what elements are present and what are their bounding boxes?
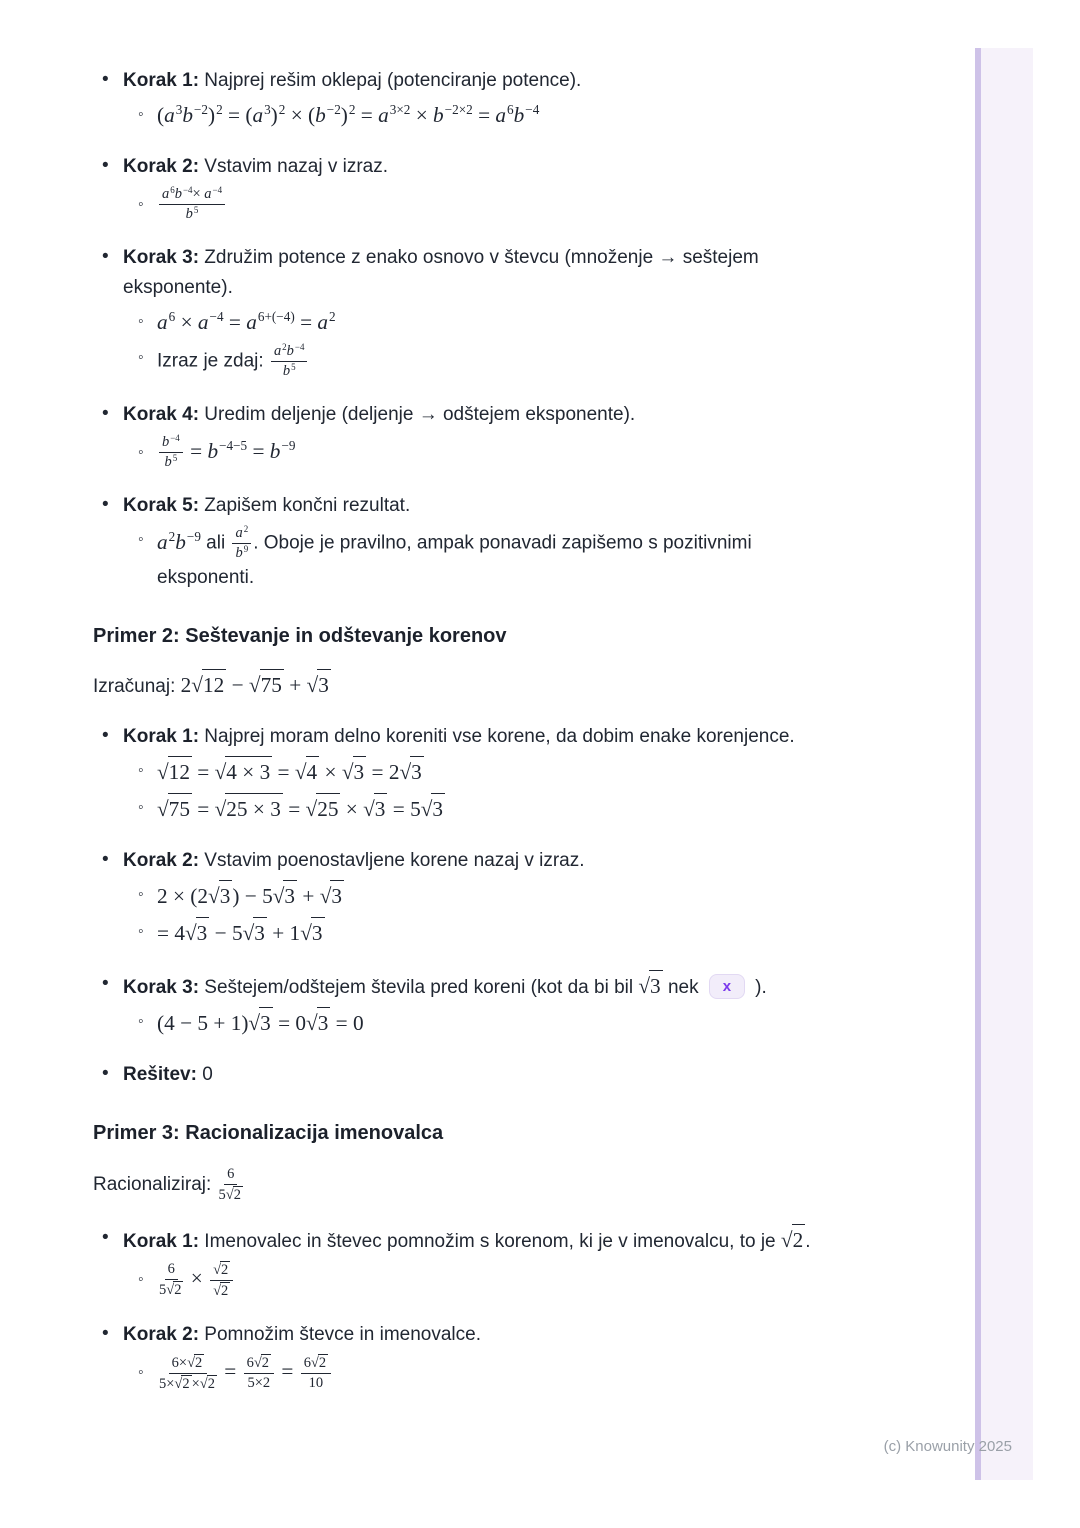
step-label: Korak 4:: [123, 404, 200, 426]
math-expression: $\frac{6\times√2}{5\times√2 \times√2}$ = $\frac{6√2}{5\times 2}$ = $\frac{6√2}{10}$: [157, 1359, 333, 1383]
x-variable-chip: x: [709, 974, 745, 999]
bullet-item: • Korak 3: Združim potence z enako osnovo v števcu (množenje → seštejem eksponente).: [93, 243, 823, 303]
math-expression: √75 = √25 × 3 = √25 × √3 = 5√3: [157, 797, 445, 821]
sub-bullet-item: ◦ Izraz je zdaj: $\frac{a^2b^{-4}}{b^5}$: [93, 343, 817, 380]
math-expression: $(a^3b^{-2})^2 = (a^3)^2 \times (b^{-2})^2 = a^{3\times 2} \times b^{-2\times 2} = a^6b^{-4}$: [157, 102, 540, 127]
circle-bullet-icon: ◦: [138, 349, 144, 367]
bullet-icon: •: [102, 1226, 109, 1248]
bullet-item: • Korak 3: Seštejem/odštejem števila pred koreni (kot da bi bil √3 nek x ).: [93, 970, 823, 1003]
sub-bullet-item: [93, 307, 817, 339]
sub-bullet-item: ◦ $a^2b^{-9}$ ali $\frac{a^2}{b^9}$ . Oboje je pravilno, ampak ponavadi zapišemo s pozitivnimi eksponenti.: [138, 524, 752, 588]
step-label: Korak 5:: [123, 495, 200, 517]
math-expression: (4 − 5 + 1)√3 = 0√3 = 0: [157, 1011, 364, 1035]
math-expression: $\frac{6}{5√2}$: [218, 1165, 241, 1203]
bullet-item: • Korak 2: Vstavim nazaj v izraz.: [93, 152, 823, 182]
bullet-item: • Korak 2: Pomnožim števce in imenovalce.: [93, 1320, 823, 1350]
step-label: Rešitev:: [123, 1063, 197, 1085]
sub-bullet-item: [93, 100, 817, 132]
circle-bullet-icon: ◦: [138, 313, 144, 331]
bullet-icon: •: [102, 246, 109, 268]
section-heading: Primer 3: Racionalizacija imenovalca: [93, 1121, 444, 1144]
copyright-watermark: (c) Knowunity 2025: [883, 1438, 1012, 1455]
sub-bullet-item: [93, 434, 817, 471]
circle-bullet-icon: ◦: [138, 761, 144, 779]
math-expression: √12 = √4 × 3 = √4 × √3 = 2√3: [157, 760, 424, 784]
math-expression: √2: [781, 1228, 805, 1252]
step-label: Korak 2:: [123, 849, 200, 871]
math-expression: $\frac{6}{5√2}$ × $\frac{√2}{√2}$: [157, 1266, 235, 1290]
circle-bullet-icon: ◦: [138, 885, 144, 903]
bullet-icon: •: [102, 403, 109, 425]
math-expression: $\frac{a^6b^{-4}\times a^{-4}}{b^5}$: [157, 190, 227, 214]
sub-bullet-item: [93, 1354, 817, 1393]
circle-bullet-icon: ◦: [138, 106, 144, 123]
step-label: Korak 1:: [123, 725, 200, 747]
paragraph: Racionaliziraj: $\frac{6}{5√2}$: [93, 1166, 893, 1204]
math-expression: 2 × (2√3) − 5√3 + √3: [157, 884, 344, 908]
page-edge-decoration: [975, 48, 1033, 1480]
sub-bullet-item: [93, 917, 817, 950]
math-expression: $\frac{a^2}{b^9}$: [230, 530, 253, 554]
circle-bullet-icon: ◦: [138, 1012, 144, 1030]
bullet-item: • Korak 4: Uredim deljenje (deljenje → odštejem eksponente).: [93, 400, 823, 430]
bullet-icon: •: [102, 155, 109, 176]
bullet-icon: •: [102, 848, 109, 870]
math-expression: $\frac{a^2b^{-4}}{b^5}$: [269, 348, 310, 372]
bullet-icon: •: [102, 972, 109, 994]
step-label: Korak 3:: [123, 976, 200, 998]
circle-bullet-icon: ◦: [138, 531, 144, 549]
sub-bullet-item: [93, 186, 817, 223]
section-heading: Primer 2: Seštevanje in odštevanje korenov: [93, 624, 507, 647]
circle-bullet-icon: ◦: [138, 1271, 144, 1289]
step-label: Korak 1:: [123, 70, 200, 91]
bullet-icon: •: [102, 494, 109, 516]
math-expression: 2√12 − √75 + √3: [181, 673, 331, 697]
sub-bullet-item: [93, 793, 817, 826]
bullet-icon: •: [102, 69, 109, 90]
circle-bullet-icon: ◦: [138, 1364, 144, 1382]
sub-bullet-item: [93, 756, 817, 789]
bullet-item: • Korak 1: Najprej moram delno koreniti vse korene, da dobim enake korenjence.: [93, 722, 823, 752]
math-expression: $a^2b^{-9}$: [157, 529, 201, 554]
bullet-item: • Rešitev: 0: [93, 1060, 823, 1090]
paragraph: Izračunaj: 2√12 − √75 + √3: [93, 669, 893, 702]
bullet-item: • Korak 5: Zapišem končni rezultat.: [93, 491, 823, 521]
step-label: Korak 2:: [123, 156, 200, 177]
math-expression: $a^6 \times a^{-4} = a^{6+(-4)} = a^2$: [157, 309, 336, 335]
circle-bullet-icon: ◦: [138, 443, 144, 461]
bullet-icon: •: [102, 1322, 109, 1344]
bullet-item: • Korak 1: Imenovalec in števec pomnožim s korenom, ki je v imenovalcu, to je √2 .: [93, 1224, 823, 1257]
bullet-item: • Korak 1: Najprej rešim oklepaj (potenciranje potence).: [93, 66, 823, 96]
math-expression: $\frac{b^{-4}}{b^5}$ = $b^{-4-5} = b^{-9}$: [157, 439, 295, 463]
bullet-icon: •: [102, 724, 109, 746]
bullet-item: • Korak 2: Vstavim poenostavljene korene nazaj v izraz.: [93, 846, 823, 876]
document-content: [93, 46, 893, 1393]
circle-bullet-icon: ◦: [138, 195, 144, 213]
math-expression: √3: [638, 974, 662, 998]
step-label: Korak 2:: [123, 1323, 200, 1345]
sub-bullet-item: [93, 880, 817, 913]
sub-bullet-item: [93, 1261, 817, 1300]
bullet-icon: •: [102, 1062, 109, 1084]
math-expression: = 4√3 − 5√3 + 1√3: [157, 921, 325, 945]
circle-bullet-icon: ◦: [138, 798, 144, 816]
step-label: Korak 1:: [123, 1230, 200, 1252]
step-label: Korak 3:: [123, 247, 200, 269]
circle-bullet-icon: ◦: [138, 922, 144, 940]
sub-bullet-item: [93, 1007, 817, 1040]
